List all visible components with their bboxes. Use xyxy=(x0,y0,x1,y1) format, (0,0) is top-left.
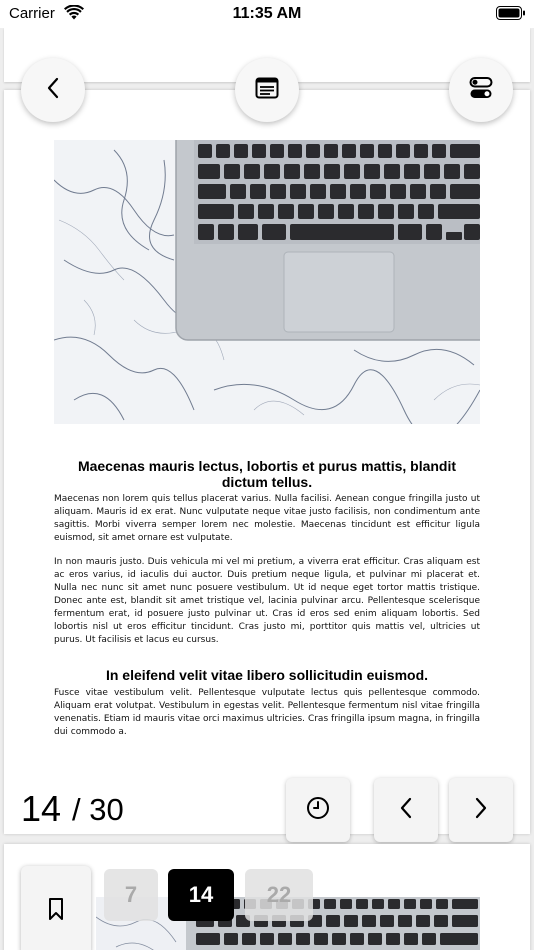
settings-toggle-button[interactable] xyxy=(449,58,513,122)
page-chip-current[interactable]: 14 xyxy=(168,869,234,921)
article-heading: Maecenas mauris lectus, lobortis et purus mattis, blandit dictum tellus. xyxy=(77,458,457,490)
page-chip-next[interactable]: 22 xyxy=(245,869,313,921)
toggle-settings-icon xyxy=(469,76,493,105)
status-bar xyxy=(0,0,534,28)
back-button[interactable] xyxy=(21,58,85,122)
article-paragraph: Fusce vitae vestibulum velit. Pellentesque vulputate lectus quis pellentesque commodo. Aliquam erat volutpat. Vestibulum in egestas velit. Pellentesque fermentum nisl vitae fringilla venenatis. Etiam id mauris vitae orci maximus ultricies. Cras fringilla ipsum magna, in fringilla dui commodo a. xyxy=(54,688,480,737)
article-body xyxy=(54,458,480,490)
article-paragraph-1-wrap xyxy=(54,493,480,545)
history-button[interactable] xyxy=(286,778,350,842)
article-paragraph: In non mauris justo. Duis vehicula mi vel mi pretium, a viverra erat efficitur. Cras aliquam est ac eros varius, id iaculis dui auctor. Duis pretium neque ligula, et pulvinar mi placerat et. Nulla nec nunc sit amet nunc posuere vestibulum. Ut id neque eget tortor mattis tristique. Donec ante est, blandit sit amet tristique vel, lacinia pulvinar arcu. Pellentesque scelerisque fermentum erat, id posuere justo pulvinar ut. Cras id eros sed enim aliquam lobortis. Sed lobortis nisl ut eros efficitur tincidunt. Cras justo mi, porttitor quis mattis vel, ultricies ut purus. Ut facilisis et lacus eu cursus. xyxy=(54,557,480,645)
bookmark-button[interactable] xyxy=(21,866,91,950)
previous-page-button[interactable] xyxy=(374,778,438,842)
page-chip-previous[interactable]: 7 xyxy=(104,869,158,921)
article-heading: In eleifend velit vitae libero sollicitudin euismod. xyxy=(105,667,429,683)
article-paragraph-2-wrap xyxy=(54,556,480,647)
article-heading-2-wrap xyxy=(54,667,480,683)
article-paragraph: Maecenas non lorem quis tellus placerat varius. Nulla facilisi. Aenean congue fringilla justo ut aliquam. Mauris id ex erat. Nunc vulputate neque vitae justo facilisis, non condimentum ante sagittis. Morbi viverra semper lorem nec molestie. Maecenas tincidunt est efficitur ligula euismod, sit amet ornare est vulputate. xyxy=(54,494,480,543)
chevron-left-icon xyxy=(399,797,413,824)
status-time: 11:35 AM xyxy=(232,5,302,22)
carrier-label: Carrier xyxy=(9,5,55,22)
chevron-right-icon xyxy=(474,797,488,824)
total-pages: / 30 xyxy=(72,792,124,827)
chevron-left-icon xyxy=(45,77,61,104)
bookmark-icon xyxy=(48,897,64,926)
battery-icon xyxy=(496,6,526,25)
laptop-photo xyxy=(54,140,480,424)
article-paragraph-3-wrap xyxy=(54,687,480,739)
current-page-number: 14 xyxy=(21,788,62,829)
table-of-contents-icon xyxy=(255,77,279,104)
clock-icon xyxy=(306,796,330,825)
table-of-contents-button[interactable] xyxy=(235,58,299,122)
next-page-button[interactable] xyxy=(449,778,513,842)
